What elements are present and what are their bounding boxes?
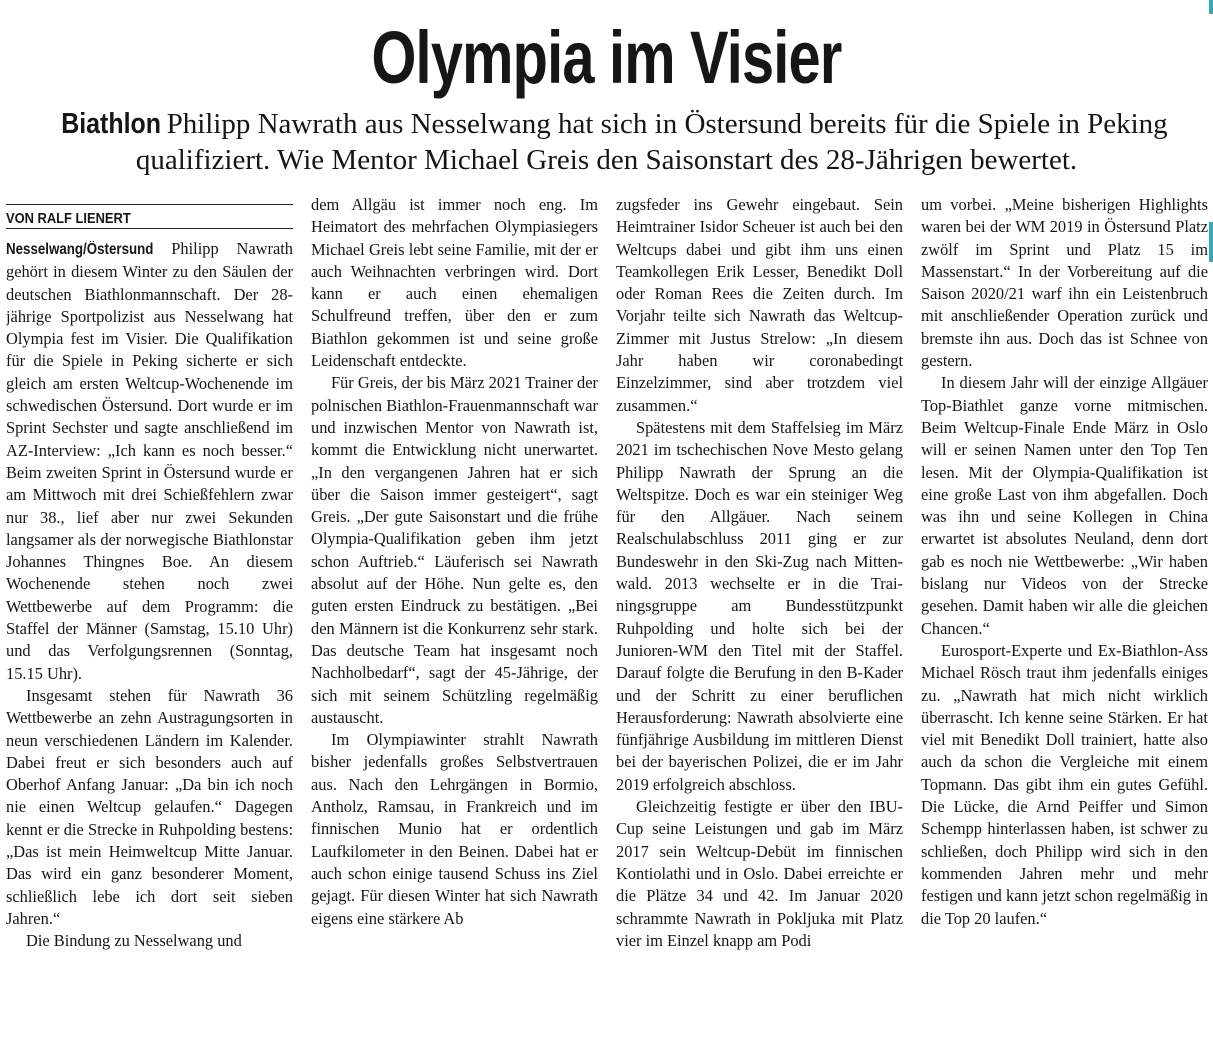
edge-accent-mid: [1209, 222, 1213, 262]
headline: Olympia im Visier: [371, 16, 842, 99]
paragraph: [6, 238, 293, 685]
kicker: Biathlon: [61, 108, 162, 140]
paragraph: Eurosport-Experte und Ex-Biathlon-Ass Michael Rösch traut ihm jedenfalls einiges zu. „Nawrath hat mich nicht wirklich überrascht. Ich kenne seine Stärken. Er hat viel mit Benedikt Doll trainiert, hatte also auch da schon die Vergleiche mit einem Topmann. Das gibt ihm ein gutes Gefühl. Die Lücke, die Arnd Peiffer und Simon Schempp hinterlassen haben, ist schwer zu schließen, doch Philipp wird sich in den kommenden Jahren mehr und mehr festigen und kann jetzt schon regelmäßig in die Top 20 laufen.“: [921, 640, 1208, 928]
column-2: [311, 194, 598, 1034]
paragraph: In diesem Jahr will der einzige Allgäuer Top-Biathlet ganze vorne mitmischen. Beim Weltcup-Finale Ende März in Oslo will er seinen Namen unter den Top Ten lesen. Mit der Olympia-Qualifikation ist eine große Last von ihm abgefallen. Doch was ihn und seine Kollegen in China erwartet ist absolutes Neuland, denn dort gab es noch nie Wettbewerbe: „Wir haben bislang nur Videos von der Strecke gesehen. Damit haben wir alle die gleichen Chancen.“: [921, 373, 1208, 638]
paragraph: Die Bindung zu Nesselwang und: [26, 931, 242, 951]
paragraph: Gleichzeitig festigte er über den IBU-Cup seine Leistungen und gab im März 2017 sein Weltcup-Debüt im finnischen Kontiolathi und in Oslo. Dabei erreichte er die Plätze 34 und 42. Im Januar 2020 schrammte Nawrath in Pokljuka mit Platz vier im Einzel knapp am Podi: [616, 797, 903, 950]
paragraph: Insgesamt stehen für Nawrath 36 Wettbewerbe an zehn Austragungsorten in neun verschiedenen Ländern im Kalender. Dabei freut er sich besonders auch auf Oberhof Anfang Januar: „Da bin ich noch nie einen Weltcup gelaufen.“ Dagegen kennt er die Strecke in Ruhpolding bestens: „Das ist mein Heimweltcup Mitte Januar. Das wird ein ganz besonderer Moment, schließlich lebe ich dort seit sieben Jahren.“: [6, 685, 293, 928]
paragraph: Im Olympiawinter strahlt Nawrath bisher jedenfalls großes Selbstvertrauen aus. Nach den Lehrgängen in Bormio, Antholz, Ramsau, in Frankreich und im finnischen Munio hat er ordentlich Laufkilometer in den Beinen. Dabei hat er auch schon einige tausend Schuss ins Ziel gejagt. Für diesen Winter hat sich Nawrath eigens eine stärkere Ab: [311, 730, 598, 928]
paragraph-text: Philipp Nawrath gehört in diesem Winter zu den Säulen der deutschen Biathlonmannschaft. Der 28-jährige Sportpolizist aus Nesselwang hat Olympia fest im Visier. Die Qualifikation für die Spiele in Peking sicherte er sich gleich am ersten Weltcup-Wochenende im schwedischen Östersund. Dort wurde er im Sprint Sechster und sagte anschließend im AZ-Interview: „Ich kann es noch besser.“ Beim zweiten Sprint in Östersund wurde er am Mittwoch mit drei Schießfehlern zwar nur 38., lief aber nur zwei Sekunden langsamer als der norwegische Biathlonstar Johannes Thingnes Boe. An diesem Wochenende stehen noch zwei Wettbewerbe auf dem Programm: die Staffel der Männer (Samstag, 15.10 Uhr) und das Verfolgungsrennen (Sonntag, 15.15 Uhr).: [6, 239, 293, 683]
deck-text: Philipp Nawrath aus Nesselwang hat sich in Östersund bereits für die Spiele in Peking qualifiziert. Wie Mentor Michael Greis den Saisonstart des 28-Jährigen bewertet.: [135, 108, 1168, 176]
edge-accent-top: [1209, 0, 1213, 14]
paragraph: zugsfeder ins Gewehr eingebaut. Sein Heimtrainer Isidor Scheuer ist auch bei den Weltcups dabei und gibt ihm uns einen Teamkollegen Erik Lesser, Benedikt Doll oder Roman Rees die Zeiten durch. Im Vorjahr teilte sich Nawrath das Weltcup-Zimmer mit Justus Strelow: „In diesem Jahr haben wir coronabedingt Einzelzimmer, sind aber trotzdem viel zusammen.“: [616, 195, 903, 415]
paragraph: dem Allgäu ist immer noch eng. Im Heimatort des mehrfachen Olympiasiegers Michael Greis lebt seine Familie, mit der er auch Weihnachten verbringen wird. Dort kann er auch einen ehemaligen Schulfreund treffen, über den er zum Biathlon gekommen ist und seine große Leidenschaft entdeckte.: [311, 195, 598, 371]
byline-box: [6, 204, 293, 229]
paragraph: Spätestens mit dem Staffelsieg im März 2021 im tschechischen Nove Mesto gelang Philipp Nawrath der Sprung an die Weltspitze. Doch es war ein steiniger Weg für den Allgäuer. Nach seinem Realschulabschluss 2011 ging er zur Bundeswehr in den Ski-Zug nach Mittenwald. 2013 wechselte er in die Trainingsgruppe am Bundesstützpunkt Ruhpolding und holte sich bei der Junioren-WM den Titel mit der Staffel. Darauf folgte die Berufung in den B-Kader und der Schritt zu einer beruflichen Herausforderung: Nawrath absolvierte eine fünfjährige Ausbildung im mittleren Dienst bei der bayerischen Polizei, die er im Jahr 2019 erfolgreich abschloss.: [616, 417, 903, 794]
column-1: [6, 194, 293, 1034]
column-3: [616, 194, 903, 1034]
byline: VON RALF LIENERT: [6, 210, 131, 227]
deck: [10, 106, 1203, 178]
column-4: [921, 194, 1208, 1034]
paragraph: Für Greis, der bis März 2021 Trainer der polnischen Biathlon-Frauenmannschaft war und inzwischen Mentor von Nawrath ist, kommt die Entwicklung nicht unerwartet. „In den vergangenen Jahren hat er sich über die Saison immer gesteigert“, sagt Greis. „Der gute Saisonstart und die frühe Olympia-Qualifikation geben ihm jetzt schon Auftrieb.“ Läuferisch sei Nawrath absolut auf der Höhe. Nun gelte es, den guten ersten Eindruck zu bestätigen. „Bei den Männern ist die Konkurrenz sehr stark. Das deutsche Team hat insgesamt noch Nachholbedarf“, sagt der 45-Jährige, der sich mit seinem Schützling regelmäßig austauscht.: [311, 373, 598, 727]
dateline: Nesselwang/Östersund: [6, 241, 154, 258]
article-body: [6, 194, 1208, 1034]
paragraph: um vorbei. „Meine bisherigen Highlights waren bei der WM 2019 in Östersund Platz zwölf im Sprint und Platz 15 im Massenstart.“ In der Vorbereitung auf die Saison 2020/21 warf ihn ein Leistenbruch mit anschließender Operation zurück und bremste ihn aus. Doch das ist Schnee von gestern.: [921, 195, 1208, 371]
